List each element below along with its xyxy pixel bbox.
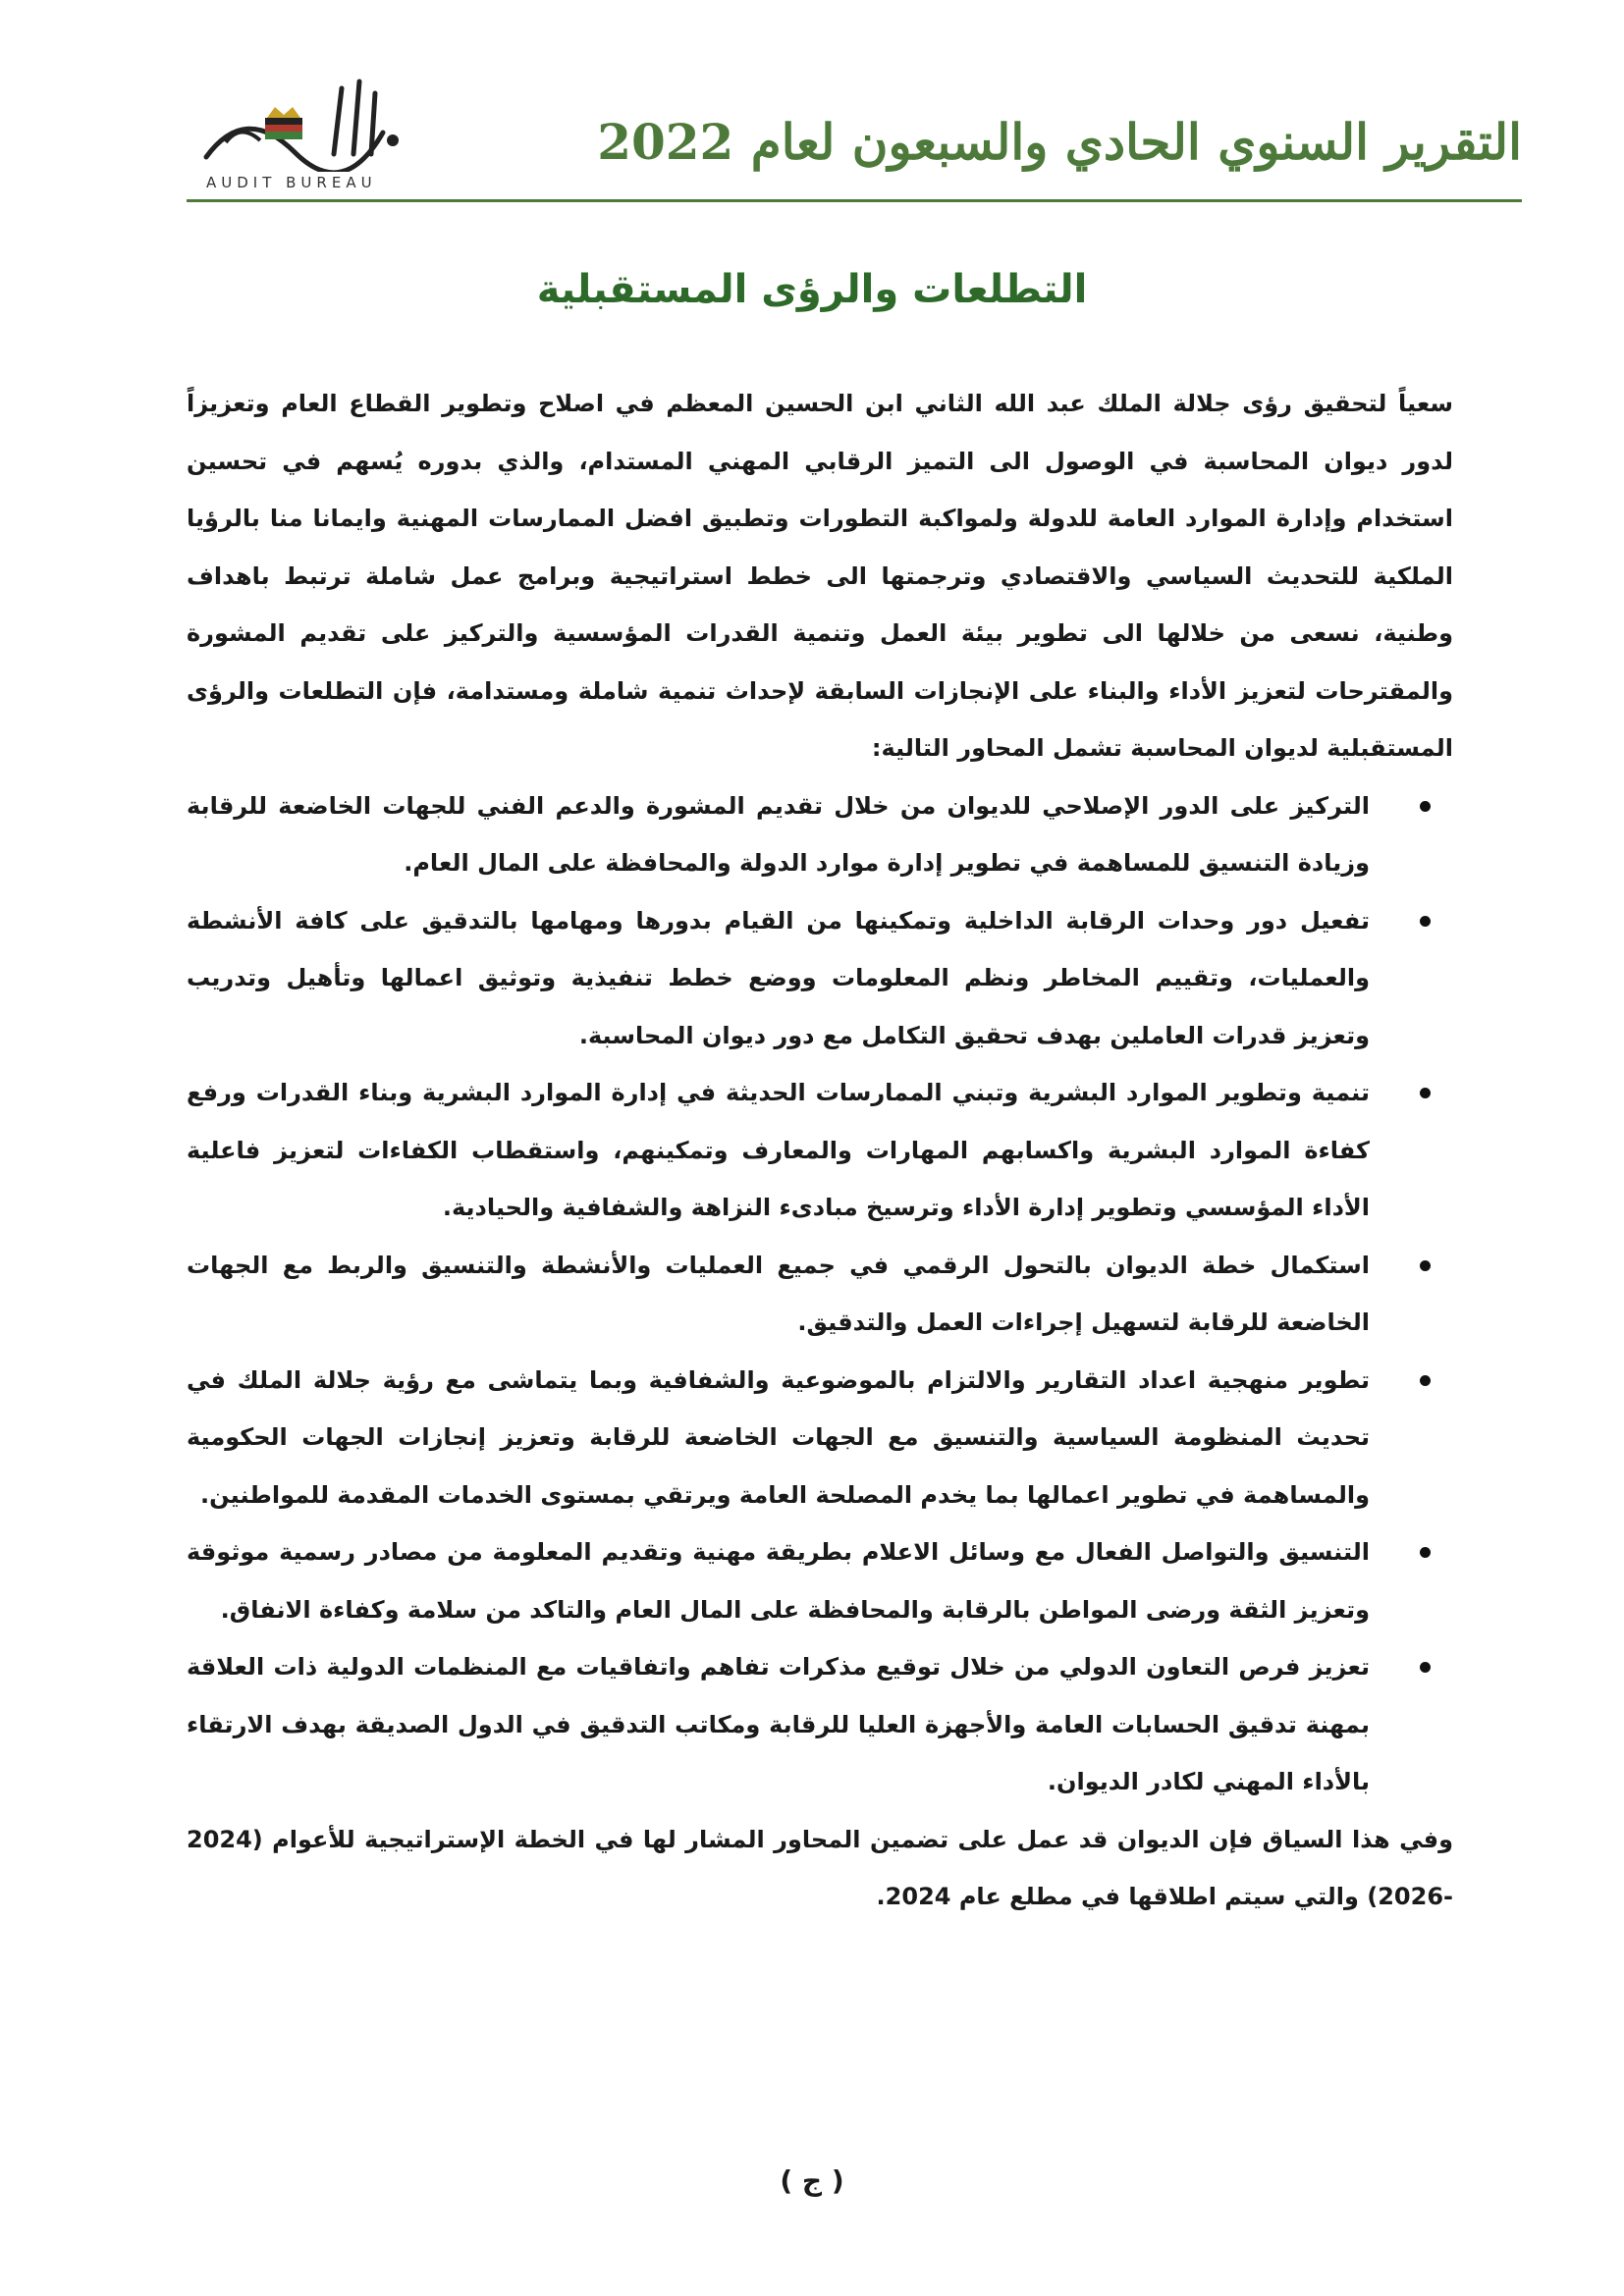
intro-paragraph: سعياً لتحقيق رؤى جلالة الملك عبد الله الثاني ابن الحسين المعظم في اصلاح وتطوير القطاع العام وتعزيزاً لدور ديوان المحاسبة في الوصول الى التميز الرقابي المهني المستدام، والذي بدوره يُسهم في تحسين استخدام وإدارة الموارد العامة للدولة ولمواكبة التطورات وتطبيق افضل الممارسات المهنية وايمانا منا بالرؤيا الملكية للتحديث السياسي والاقتصادي وترجمتها الى خطط استراتيجية وبرامج عمل شاملة ترتبط باهداف وطنية، نسعى من خلالها الى تطوير بيئة العمل وتنمية القدرات المؤسسية والتركيز على تقديم المشورة والمقترحات لتعزيز الأداء والبناء على الإنجازات السابقة لإحداث تنمية شاملة ومستدامة، فإن التطلعات والرؤى المستقبلية لديوان المحاسبة تشمل المحاور التالية: — [187, 390, 1453, 762]
logo-caption: AUDIT BUREAU — [206, 174, 377, 191]
list-item: التركيز على الدور الإصلاحي للديوان من خلال تقديم المشورة والدعم الفني للجهات الخاضعة للرقابة وزيادة التنسيق للمساهمة في تطوير إدارة موارد الدولة والمحافظة على المال العام. — [187, 777, 1370, 892]
list-item: التنسيق والتواصل الفعال مع وسائل الاعلام بطريقة مهنية وتقديم المعلومة من مصادر رسمية موثوقة وتعزيز الثقة ورضى المواطن بالرقابة والمحافظة على المال العام والتاكد من سلامة وكفاءة الانفاق. — [187, 1523, 1370, 1638]
list-item: تنمية وتطوير الموارد البشرية وتبني الممارسات الحديثة في إدارة الموارد البشرية وبناء القدرات ورفع كفاءة الموارد البشرية واكسابهم المهارات والمعارف وتمكينهم، واستقطاب الكفاءات لتعزيز فاعلية الأداء المؤسسي وتطوير إدارة الأداء وترسيخ مبادىء النزاهة والشفافية والحيادية. — [187, 1064, 1370, 1237]
list-item: تطوير منهجية اعداد التقارير والالتزام بالموضوعية والشفافية وبما يتماشى مع رؤية جلالة الملك في تحديث المنظومة السياسية والتنسيق مع الجهات الخاضعة للرقابة وتعزيز إنجازات الجهات الحكومية والمساهمة في تطوير اعمالها بما يخدم المصلحة العامة ويرتقي بمستوى الخدمات المقدمة للمواطنين. — [187, 1352, 1370, 1524]
list-item: تفعيل دور وحدات الرقابة الداخلية وتمكينها من القيام بدورها ومهامها بالتدقيق على كافة الأنشطة والعمليات، وتقييم المخاطر ونظم المعلومات ووضع خطط تنفيذية وتوثيق اعمالها وتأهيل وتدريب وتعزيز قدرات العاملين بهدف تحقيق التكامل مع دور ديوان المحاسبة. — [187, 892, 1370, 1065]
list-item: تعزيز فرص التعاون الدولي من خلال توقيع مذكرات تفاهم واتفاقيات مع المنظمات الدولية ذات العلاقة بمهنة تدقيق الحسابات العامة والأجهزة العليا للرقابة ومكاتب التدقيق في الدول الصديقة بهدف الارتقاء بالأداء المهني لكادر الديوان. — [187, 1638, 1370, 1811]
audit-bureau-logo — [187, 64, 422, 191]
closing-paragraph: وفي هذا السياق فإن الديوان قد عمل على تضمين المحاور المشار لها في الخطة الإستراتيجية للأعوام (2024 -2026) والتي سيتم اطلاقها في مطلع عام 2024. — [187, 1825, 1453, 1910]
list-item: استكمال خطة الديوان بالتحول الرقمي في جميع العمليات والأنشطة والتنسيق والربط مع الجهات الخاضعة للرقابة لتسهيل إجراءات العمل والتدقيق. — [187, 1237, 1370, 1352]
page-number: ( ج ) — [780, 2164, 844, 2197]
page-header — [187, 54, 1522, 201]
main-content — [187, 375, 1453, 1926]
axes-list — [187, 777, 1453, 1811]
header-divider — [187, 199, 1522, 202]
report-title: التقرير السنوي الحادي والسبعون لعام 2022 — [597, 113, 1522, 171]
logo-emblem-icon — [187, 64, 422, 172]
section-heading: التطلعات والرؤى المستقبلية — [536, 267, 1088, 312]
